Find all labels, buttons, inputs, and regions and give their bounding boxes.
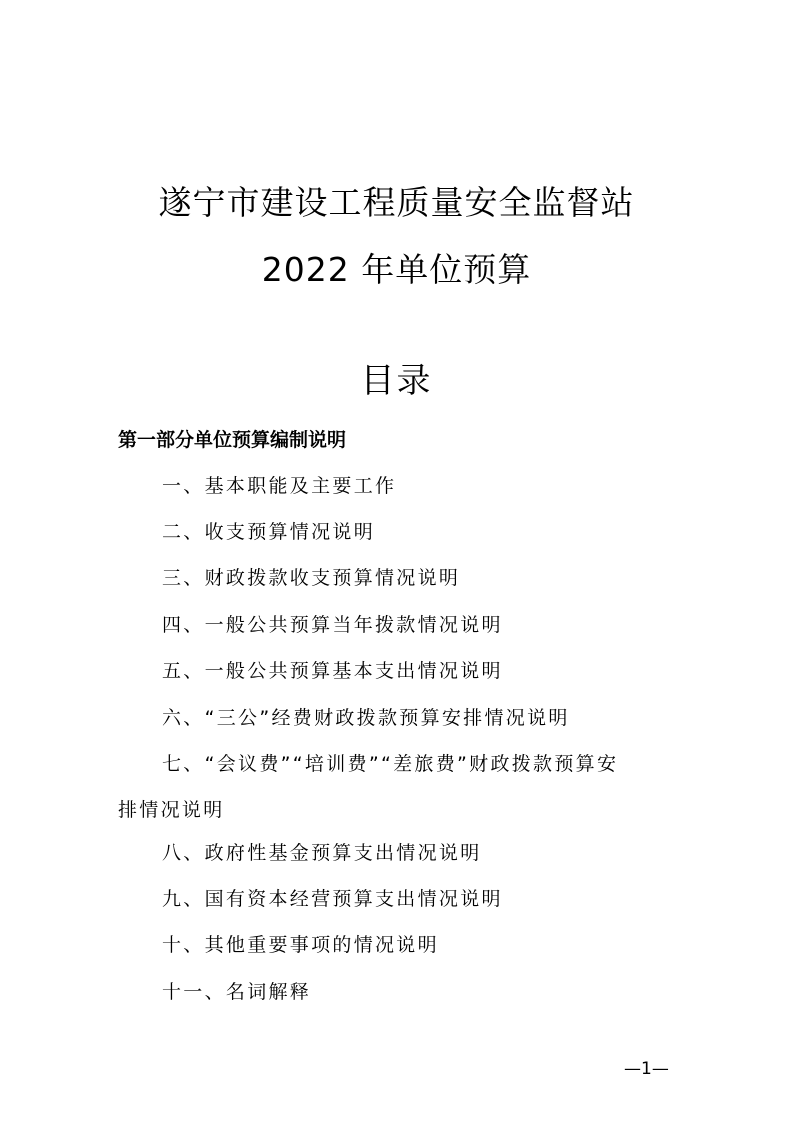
toc-item-3: 三、财政拨款收支预算情况说明	[162, 567, 461, 589]
toc-heading: 目录	[360, 361, 433, 401]
document-title-line-2: 2022 年单位预算	[261, 250, 532, 289]
document-title-line-1: 遂宁市建设工程质量安全监督站	[158, 183, 635, 222]
toc-item-9: 九、国有资本经营预算支出情况说明	[162, 888, 503, 910]
toc-item-7-continued: 排情况说明	[118, 799, 225, 821]
toc-item-4: 四、一般公共预算当年拨款情况说明	[162, 614, 503, 636]
toc-item-6: 六、“三公”经费财政拨款预算安排情况说明	[162, 707, 570, 729]
toc-item-11: 十一、名词解释	[162, 981, 312, 1003]
part-heading: 第一部分单位预算编制说明	[118, 429, 347, 451]
page-number: —1—	[624, 1059, 669, 1079]
toc-item-2: 二、收支预算情况说明	[162, 521, 376, 543]
toc-item-10: 十、其他重要事项的情况说明	[162, 934, 439, 956]
toc-item-5: 五、一般公共预算基本支出情况说明	[162, 660, 503, 682]
toc-item-8: 八、政府性基金预算支出情况说明	[162, 842, 482, 864]
toc-item-1: 一、基本职能及主要工作	[162, 475, 397, 497]
toc-item-7: 七、“会议费”“培训费”“差旅费”财政拨款预算安	[162, 753, 619, 775]
